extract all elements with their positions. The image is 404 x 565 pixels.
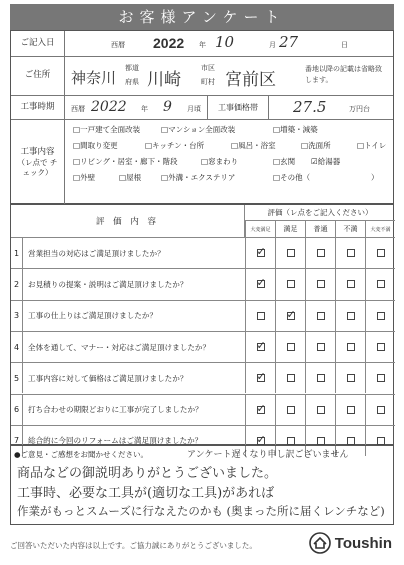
- question-text: 総合的に今回のリフォームはご満足頂けましたか？: [28, 436, 203, 446]
- period-year: 2022: [91, 99, 127, 115]
- rating-cell: [335, 269, 365, 299]
- question-row: [11, 331, 395, 362]
- checkbox-icon[interactable]: □: [201, 157, 209, 166]
- checkbox-icon[interactable]: [287, 406, 295, 414]
- evaluation-table: [10, 204, 394, 445]
- content-item[interactable]: [145, 140, 204, 151]
- checkbox-icon[interactable]: [317, 406, 325, 414]
- checkbox-icon[interactable]: □: [161, 173, 169, 182]
- rating-cell: [365, 238, 395, 268]
- question-number: 5: [11, 363, 23, 393]
- question-number: 2: [11, 269, 23, 299]
- content-label-sub: （レ点で チェック）: [17, 158, 58, 178]
- eval-header-content: 評 価 内 容: [11, 205, 245, 237]
- checkbox-icon[interactable]: [347, 249, 355, 257]
- checkbox-icon[interactable]: [377, 406, 385, 414]
- checkbox-icon[interactable]: [377, 374, 385, 382]
- content-item-label: その他（: [280, 173, 311, 182]
- rating-label: 大変不満: [365, 221, 395, 237]
- rating-cell: [245, 269, 275, 299]
- question-text: お見積りの提案・説明はご満足頂けましたか？: [28, 279, 188, 289]
- checkbox-icon[interactable]: [317, 249, 325, 257]
- address-city: 川崎: [147, 70, 181, 90]
- question-number: 7: [11, 426, 23, 456]
- rating-cell: [305, 301, 335, 331]
- content-item[interactable]: [231, 140, 276, 151]
- checkbox-icon[interactable]: [317, 437, 325, 445]
- content-item[interactable]: [73, 124, 140, 135]
- rating-cell: [275, 395, 305, 425]
- content-item-label: 一戸建て全面改装: [80, 125, 141, 134]
- question-number: 4: [11, 332, 23, 362]
- period-month: 9: [163, 99, 172, 115]
- content-item[interactable]: [201, 156, 238, 167]
- eval-header: [11, 205, 395, 237]
- comment-line-1: アンケート遅くなり申し訳ございません: [187, 450, 349, 460]
- checkmark-icon: ✓: [256, 370, 266, 384]
- content-item-label: 玄関: [280, 157, 296, 166]
- city-label-top: 市区: [201, 64, 215, 72]
- checkmark-icon: ✓: [256, 245, 266, 259]
- checkbox-icon[interactable]: [317, 374, 325, 382]
- rating-cell: [245, 332, 275, 362]
- content-item-label: 増築・減築: [280, 125, 318, 134]
- question-text: 工事内容に対して価格はご満足頂けましたか？: [28, 373, 188, 383]
- question-number: 1: [11, 238, 23, 268]
- pref-label-bottom: 府県: [125, 78, 139, 86]
- checked-box-icon[interactable]: [256, 339, 266, 353]
- checked-box-icon[interactable]: ☑: [311, 157, 318, 166]
- rating-cell: [305, 269, 335, 299]
- question-number: 6: [11, 395, 23, 425]
- price-label: 工事価格帯: [207, 96, 269, 119]
- checkbox-icon[interactable]: □: [119, 173, 127, 182]
- rating-cell: [305, 395, 335, 425]
- content-item[interactable]: [273, 172, 310, 183]
- question-row: [11, 300, 395, 331]
- rating-cell: [365, 363, 395, 393]
- comment-line-2: 商品などの御説明ありがとうございました。: [17, 466, 278, 481]
- rating-cell: [275, 301, 305, 331]
- price-unit: 万円台: [349, 105, 370, 113]
- rating-cell: [365, 332, 395, 362]
- brand-name: Toushin: [334, 534, 392, 552]
- checkbox-icon[interactable]: [347, 406, 355, 414]
- checkbox-icon[interactable]: [347, 374, 355, 382]
- rating-cell: [305, 363, 335, 393]
- date-month-unit: 月: [269, 41, 276, 49]
- address-prefecture: 神奈川: [71, 69, 117, 87]
- house-logo-icon: [309, 532, 331, 554]
- rating-cell: [335, 301, 365, 331]
- rating-cell: [245, 363, 275, 393]
- checkbox-icon[interactable]: □: [357, 141, 365, 150]
- checkbox-icon[interactable]: □: [73, 141, 81, 150]
- checkbox-icon[interactable]: [287, 374, 295, 382]
- period-era: 西暦: [71, 105, 85, 113]
- content-label: [11, 120, 65, 205]
- price-value: 27.5: [293, 98, 327, 116]
- address-town: 宮前区: [225, 70, 276, 90]
- date-label: ご記入日: [11, 31, 65, 56]
- date-year: 2022: [153, 35, 185, 51]
- content-item[interactable]: [273, 156, 295, 167]
- date-row: [11, 31, 393, 57]
- comment-line-3: 工事時、必要な工具が(適切な工具)があれば: [17, 486, 275, 501]
- content-item[interactable]: [311, 156, 340, 167]
- checkbox-icon[interactable]: [287, 249, 295, 257]
- survey-title: お客様アンケート: [10, 4, 394, 30]
- rating-cell: [275, 238, 305, 268]
- checkbox-icon[interactable]: [317, 312, 325, 320]
- rating-cell: [275, 332, 305, 362]
- checkbox-icon[interactable]: [377, 280, 385, 288]
- checkbox-icon[interactable]: [377, 343, 385, 351]
- checkbox-icon[interactable]: [377, 437, 385, 445]
- brand-logo: [309, 532, 392, 554]
- content-item[interactable]: [73, 140, 118, 151]
- checkbox-icon[interactable]: [377, 312, 385, 320]
- checkbox-icon[interactable]: [317, 280, 325, 288]
- checkmark-icon: ✓: [256, 339, 266, 353]
- content-item[interactable]: [161, 172, 235, 183]
- city-label-bottom: 町村: [201, 78, 215, 86]
- date-day: 27: [279, 33, 299, 51]
- checkbox-icon[interactable]: □: [273, 157, 281, 166]
- rating-label: 満足: [275, 221, 305, 237]
- checkbox-icon[interactable]: [287, 343, 295, 351]
- rating-cell: [275, 269, 305, 299]
- rating-cell: [335, 363, 365, 393]
- date-day-unit: 日: [341, 41, 348, 49]
- content-item-label: 洗面所: [308, 141, 331, 150]
- checkbox-icon[interactable]: [347, 437, 355, 445]
- comment-line-4: 作業がもっとスムーズに行なえたのかも (奥まった所に届くレンチなど): [17, 504, 385, 518]
- content-item-label: マンション全面改装: [168, 125, 236, 134]
- question-row: [11, 237, 395, 268]
- content-item-label: 給湯器: [317, 157, 341, 166]
- date-era: 西暦: [111, 41, 125, 49]
- checkbox-icon[interactable]: □: [73, 173, 81, 182]
- checkbox-icon[interactable]: □: [73, 125, 81, 134]
- content-item[interactable]: [371, 172, 379, 183]
- checkbox-icon[interactable]: □: [273, 125, 281, 134]
- rating-cell: [305, 332, 335, 362]
- content-item-label: リビング・居室・廊下・階段: [80, 157, 178, 166]
- rating-cell: [365, 269, 395, 299]
- rating-label: 大変満足: [245, 221, 275, 237]
- checked-box-icon[interactable]: [286, 307, 296, 321]
- period-month-unit: 月頃: [187, 105, 201, 113]
- address-label: ご住所: [11, 57, 65, 95]
- checkbox-icon[interactable]: □: [301, 141, 309, 150]
- rating-cell: [365, 395, 395, 425]
- content-item-label: ）: [371, 173, 379, 182]
- content-item-label: 外溝・エクステリア: [168, 173, 236, 182]
- checkbox-icon[interactable]: [347, 312, 355, 320]
- comment-label: ●ご意見・ご感想をお聞かせください。: [14, 450, 149, 459]
- checkbox-icon[interactable]: [257, 312, 265, 320]
- rating-cell: [365, 301, 395, 331]
- content-label-main: 工事内容: [20, 147, 55, 158]
- content-item[interactable]: [357, 140, 386, 151]
- rating-cell: [245, 301, 275, 331]
- checkbox-icon[interactable]: □: [273, 173, 281, 182]
- checked-box-icon[interactable]: [256, 401, 266, 415]
- checkbox-icon[interactable]: [347, 343, 355, 351]
- rating-cell: [245, 395, 275, 425]
- rating-cell: [335, 332, 365, 362]
- checked-box-icon[interactable]: [256, 432, 266, 446]
- rating-cell: [335, 395, 365, 425]
- checkmark-icon: ✓: [286, 307, 296, 321]
- question-text: 打ち合わせの期限どおりに工事が完了しましたか？: [28, 405, 203, 415]
- period-label: 工事時期: [11, 96, 65, 119]
- question-text: 全体を通して、マナー・対応はご満足頂けましたか？: [28, 342, 211, 352]
- content-item-label: トイレ: [364, 141, 387, 150]
- checkbox-icon[interactable]: [317, 343, 325, 351]
- footer-text: ご回答いただいた内容は以上です。ご協力誠にありがとうございました。: [10, 541, 257, 550]
- checkbox-icon[interactable]: [347, 280, 355, 288]
- content-item-label: 外壁: [80, 173, 96, 182]
- period-year-unit: 年: [141, 105, 148, 113]
- question-row: [11, 362, 395, 393]
- rating-cell: [245, 238, 275, 268]
- question-row: [11, 394, 395, 425]
- question-row: [11, 268, 395, 299]
- content-item[interactable]: [73, 156, 177, 167]
- content-item-label: 窓まわり: [208, 157, 239, 166]
- date-month: 10: [215, 33, 235, 51]
- checkmark-icon: ✓: [256, 276, 266, 290]
- content-item-label: 風呂・浴室: [238, 141, 276, 150]
- checkmark-icon: ✓: [256, 401, 266, 415]
- content-row: [11, 120, 393, 205]
- content-item-label: 屋根: [126, 173, 142, 182]
- checkbox-icon[interactable]: [287, 437, 295, 445]
- period-row: [11, 96, 393, 120]
- comment-box: [10, 445, 394, 525]
- checkbox-icon[interactable]: [287, 280, 295, 288]
- content-item-label: キッチン・台所: [152, 141, 205, 150]
- rating-cell: [305, 238, 335, 268]
- rating-label: 普通: [305, 221, 335, 237]
- content-item[interactable]: [119, 172, 141, 183]
- content-item[interactable]: [273, 124, 318, 135]
- rating-label: 不満: [335, 221, 365, 237]
- checked-box-icon[interactable]: [256, 276, 266, 290]
- checkmark-icon: ✓: [256, 432, 266, 446]
- eval-header-rating: 評価（レ点をご記入ください）: [245, 205, 395, 221]
- checked-box-icon[interactable]: [256, 370, 266, 384]
- question-number: 3: [11, 301, 23, 331]
- question-text: 工事の仕上りはご満足頂けましたか？: [28, 311, 158, 321]
- checkbox-icon[interactable]: □: [145, 141, 153, 150]
- rating-cell: [335, 238, 365, 268]
- content-item[interactable]: [161, 124, 235, 135]
- checkbox-icon[interactable]: □: [73, 157, 81, 166]
- checkbox-icon[interactable]: □: [231, 141, 239, 150]
- pref-label-top: 都道: [125, 64, 139, 72]
- content-item-label: 間取り変更: [80, 141, 118, 150]
- content-item[interactable]: [301, 140, 331, 151]
- question-text: 営業担当の対応はご満足頂けましたか？: [28, 248, 165, 258]
- info-grid: [10, 30, 394, 204]
- checked-box-icon[interactable]: [256, 245, 266, 259]
- address-note: 番地以降の記載は省略致します。: [305, 65, 382, 84]
- address-row: [11, 57, 393, 96]
- checkbox-icon[interactable]: □: [161, 125, 169, 134]
- rating-cell: [275, 363, 305, 393]
- date-year-unit: 年: [199, 41, 206, 49]
- checkbox-icon[interactable]: [377, 249, 385, 257]
- content-item[interactable]: [73, 172, 95, 183]
